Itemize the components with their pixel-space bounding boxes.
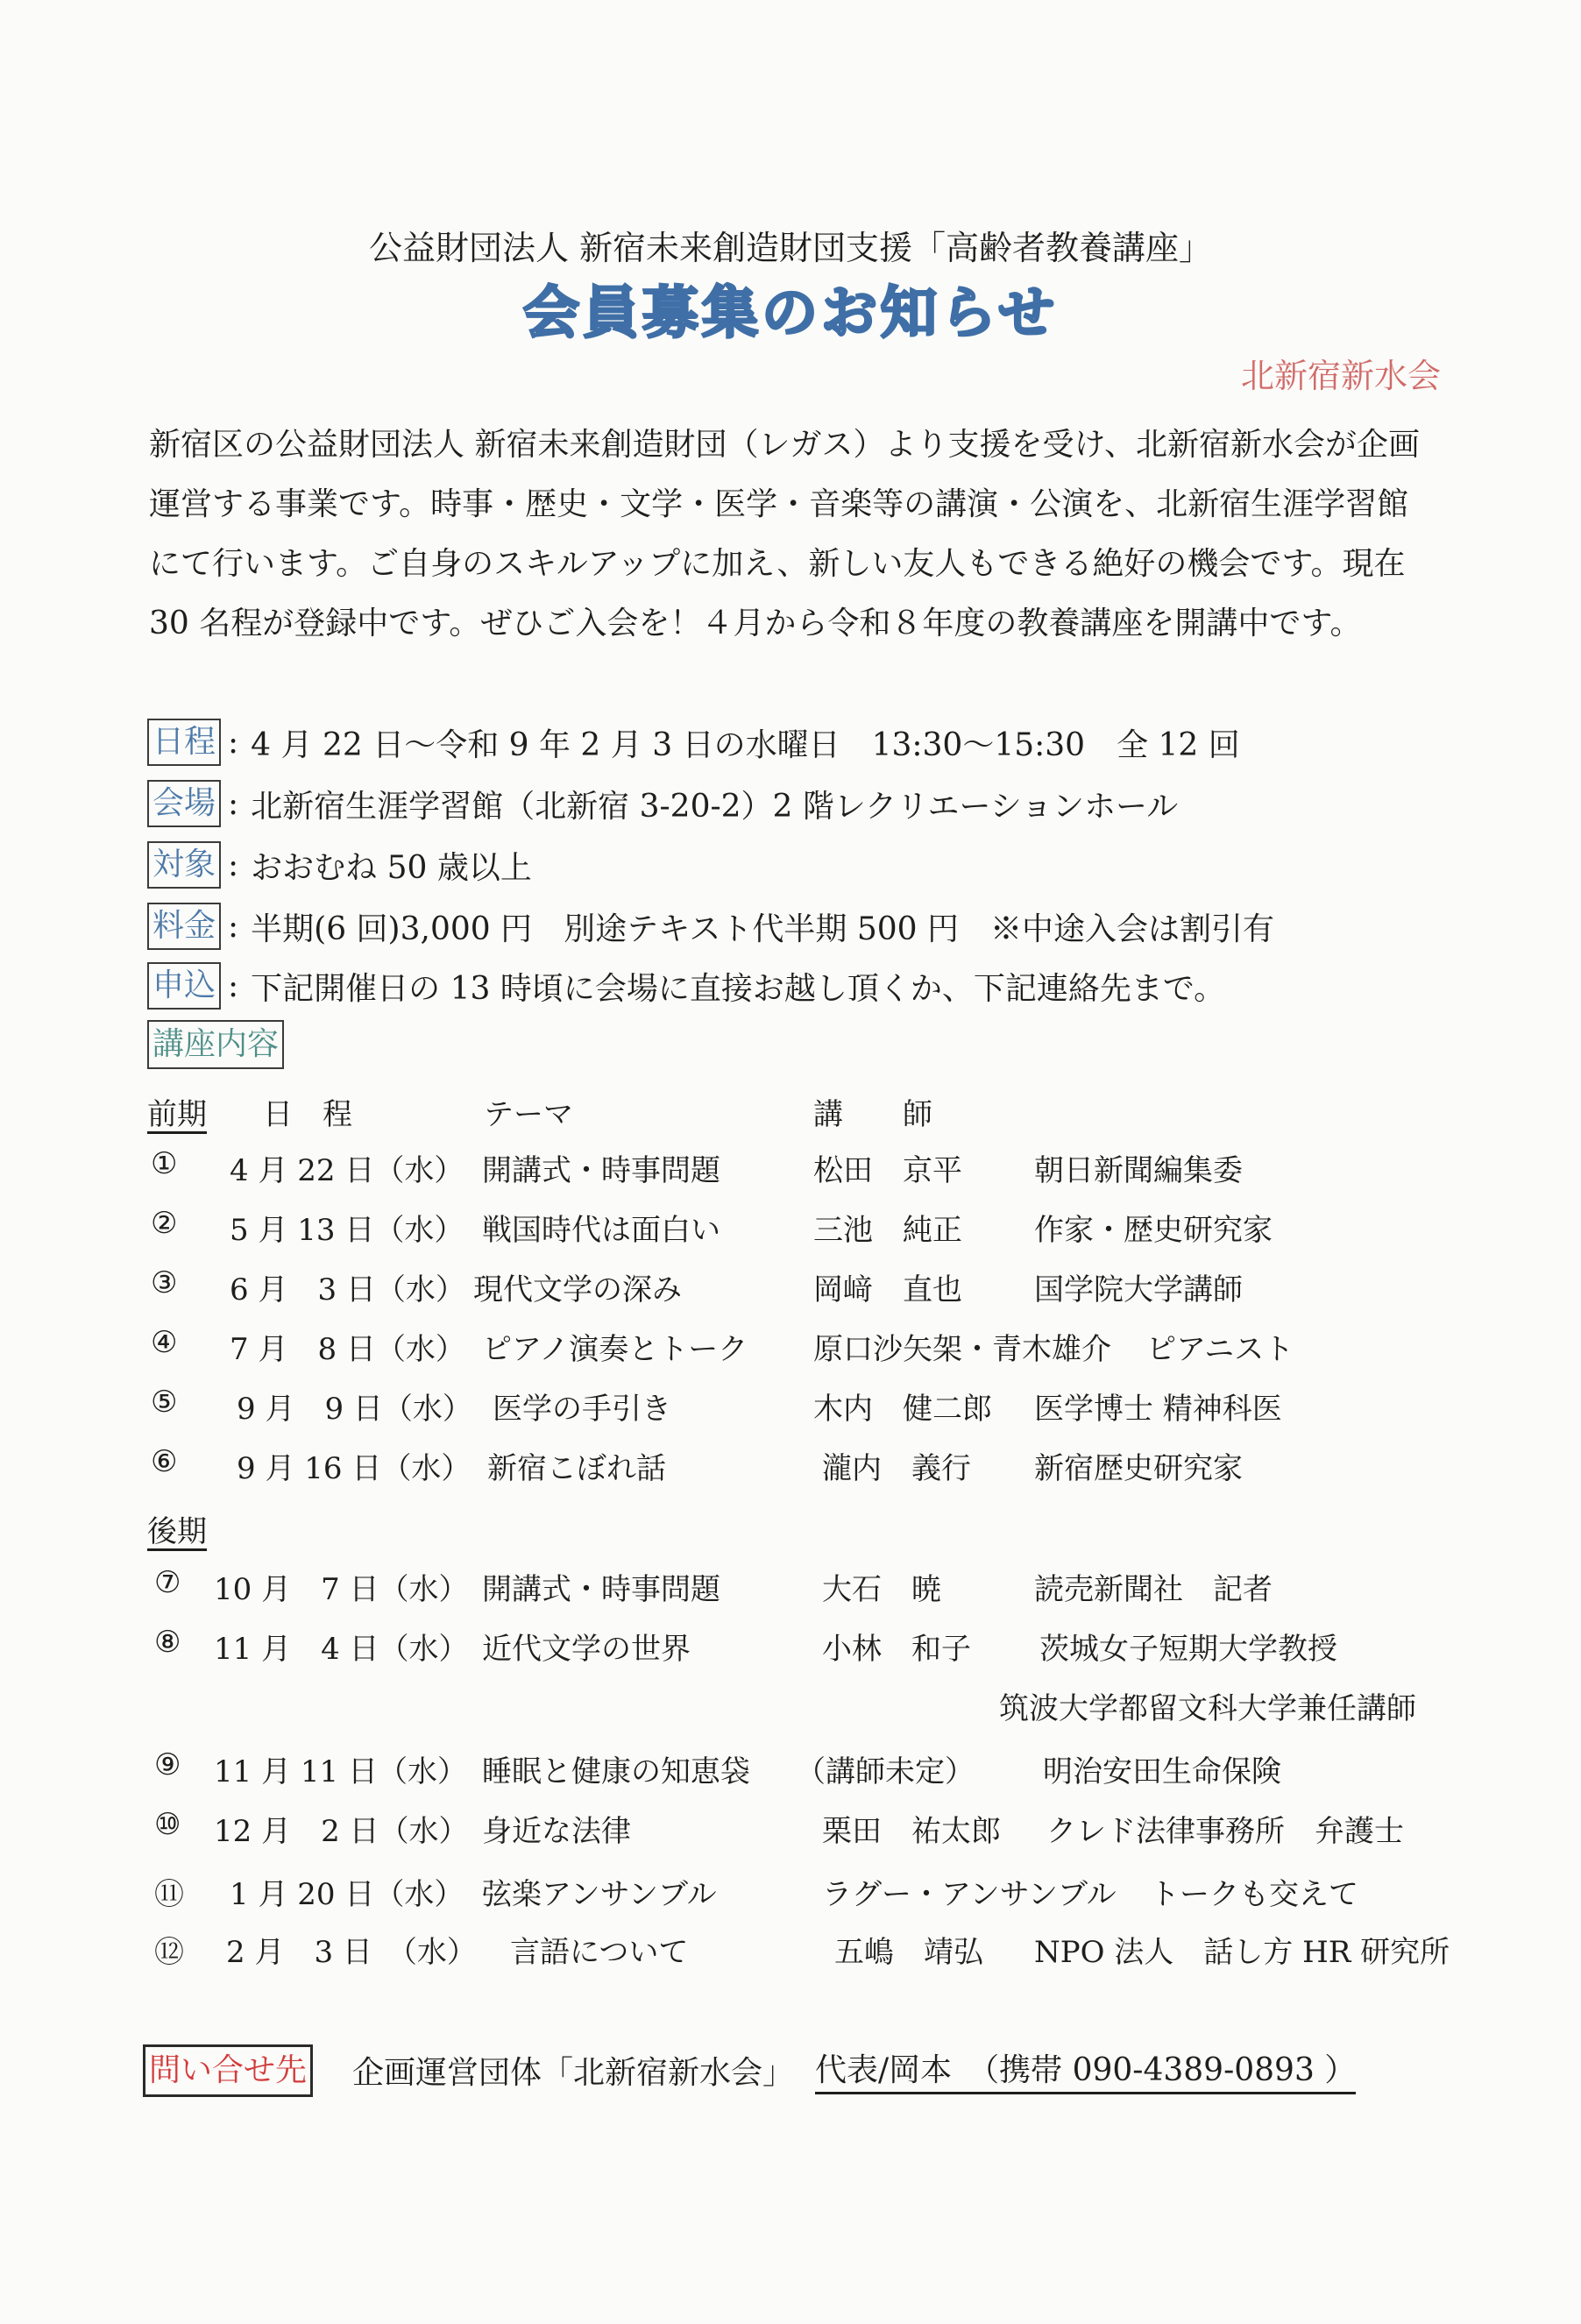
info-label-apply: 申込 bbox=[147, 962, 221, 1010]
course-num: ③ bbox=[151, 1265, 178, 1300]
header-subtitle: 公益財団法人 新宿未来創造財団支援「高齢者教養講座」 bbox=[368, 229, 1213, 267]
course-theme: 戦国時代は面白い bbox=[482, 1213, 720, 1248]
course-affiliation: ピアニスト bbox=[1146, 1332, 1294, 1367]
info-label-venue: 会場 bbox=[147, 780, 221, 827]
info-row-target bbox=[147, 841, 532, 889]
course-lecturer: 栗田 祐太郎 bbox=[822, 1814, 1001, 1849]
course-num: ⑥ bbox=[151, 1444, 178, 1479]
course-lecturer: 松田 京平 bbox=[813, 1153, 962, 1188]
intro-line: 新宿区の公益財団法人 新宿未来創造財団（レガス）より支援を受け、北新宿新水会が企画 bbox=[149, 427, 1421, 463]
info-label-fee: 料金 bbox=[147, 903, 221, 950]
info-text-target: おおむね 50 歳以上 bbox=[251, 849, 532, 886]
course-date: 10 月 7 日（水） bbox=[214, 1572, 469, 1607]
info-row-schedule bbox=[147, 719, 1240, 766]
header-lecturer: 講 師 bbox=[813, 1097, 932, 1132]
intro-line: 運営する事業です。時事・歴史・文学・医学・音楽等の講演・公演を、北新宿生涯学習館 bbox=[149, 486, 1409, 522]
course-num: ⑫ bbox=[154, 1935, 184, 1970]
header-date: 日 程 bbox=[263, 1097, 352, 1132]
course-num: ⑪ bbox=[154, 1877, 184, 1912]
course-affiliation: トークも交えて bbox=[1150, 1877, 1358, 1912]
course-theme: 身近な法律 bbox=[482, 1814, 631, 1849]
course-theme: 開講式・時事問題 bbox=[482, 1572, 720, 1607]
info-colon: : bbox=[228, 908, 239, 945]
course-num: ⑧ bbox=[154, 1625, 181, 1660]
second-term-label: 後期 bbox=[147, 1514, 207, 1549]
course-num: ④ bbox=[151, 1325, 178, 1360]
course-affiliation: 医学博士 精神科医 bbox=[1034, 1392, 1282, 1427]
course-theme: ピアノ演奏とトーク bbox=[482, 1332, 748, 1367]
course-affiliation: NPO 法人 話し方 HR 研究所 bbox=[1034, 1935, 1450, 1970]
course-theme: 言語について bbox=[510, 1935, 689, 1970]
course-date: 9 月 16 日（水） bbox=[237, 1451, 471, 1486]
course-theme: 開講式・時事問題 bbox=[482, 1153, 720, 1188]
intro-paragraph bbox=[149, 415, 1446, 654]
contact-organization: 企画運営団体「北新宿新水会」 bbox=[352, 2055, 795, 2091]
course-affiliation: 作家・歴史研究家 bbox=[1034, 1213, 1273, 1248]
course-num: ⑦ bbox=[154, 1565, 181, 1600]
course-affiliation: クレド法律事務所 弁護士 bbox=[1046, 1814, 1404, 1849]
course-date: 2 月 3 日 （水） bbox=[226, 1935, 477, 1970]
course-theme: 新宿こぼれ話 bbox=[487, 1451, 666, 1486]
intro-line: 30 名程が登録中です。ぜひご入会を！４月から令和８年度の教養講座を開講中です。 bbox=[149, 606, 1362, 641]
course-affiliation: 読売新聞社 記者 bbox=[1034, 1572, 1273, 1607]
course-affiliation: 新宿歴史研究家 bbox=[1034, 1451, 1243, 1486]
first-term-label: 前期 bbox=[147, 1097, 207, 1132]
course-num: ⑨ bbox=[154, 1747, 181, 1782]
course-date: 4 月 22 日（水） bbox=[230, 1153, 464, 1188]
course-num: ② bbox=[151, 1206, 178, 1241]
info-text-venue: 北新宿生涯学習館（北新宿 3-20-2）2 階レクリエーションホール bbox=[251, 788, 1179, 825]
course-lecturer: 瀧内 義行 bbox=[822, 1451, 971, 1486]
course-num: ⑤ bbox=[151, 1385, 178, 1420]
info-row-apply bbox=[147, 962, 1225, 1010]
info-text-schedule: 4 月 22 日～令和 9 年 2 月 3 日の水曜日 13:30～15:30 全 12 回 bbox=[251, 726, 1240, 763]
course-affiliation: 茨城女子短期大学教授 bbox=[1039, 1632, 1337, 1667]
course-date: 9 月 9 日（水） bbox=[237, 1392, 472, 1427]
course-lecturer: 小林 和子 bbox=[822, 1632, 971, 1667]
course-date: 11 月 4 日（水） bbox=[214, 1632, 469, 1667]
course-date: 1 月 20 日（水） bbox=[230, 1877, 464, 1912]
course-lecturer: 岡﨑 直也 bbox=[813, 1272, 962, 1307]
course-theme: 弦楽アンサンブル bbox=[482, 1877, 717, 1912]
intro-line: にて行います。ご自身のスキルアップに加え、新しい友人もできる絶好の機会です。現在 bbox=[149, 546, 1406, 582]
header-theme: テーマ bbox=[484, 1097, 573, 1132]
page-title: 会員募集のお知らせ bbox=[522, 281, 1059, 346]
course-theme: 近代文学の世界 bbox=[482, 1632, 691, 1667]
course-theme: 現代文学の深み bbox=[473, 1272, 682, 1307]
info-text-apply: 下記開催日の 13 時頃に会場に直接お越し頂くか、下記連絡先まで。 bbox=[251, 970, 1226, 1007]
info-colon: : bbox=[228, 967, 239, 1004]
course-affiliation: 明治安田生命保険 bbox=[1043, 1754, 1281, 1789]
course-section-label: 講座内容 bbox=[147, 1020, 284, 1069]
organization-name: 北新宿新水会 bbox=[1240, 357, 1441, 395]
contact-representative: 代表/岡本 （携帯 090-4389-0893 ） bbox=[815, 2045, 1356, 2094]
course-date: 6 月 3 日（水） bbox=[230, 1272, 465, 1307]
course-num: ① bbox=[151, 1146, 178, 1181]
contact-label: 問い合せ先 bbox=[143, 2044, 313, 2097]
info-colon: : bbox=[228, 847, 239, 883]
course-lecturer: （講師未定） bbox=[796, 1754, 975, 1789]
info-text-fee: 半期(6 回)3,000 円 別途テキスト代半期 500 円 ※中途入会は割引有 bbox=[251, 910, 1274, 947]
course-lecturer: 大石 暁 bbox=[822, 1572, 941, 1607]
course-theme: 睡眠と健康の知恵袋 bbox=[482, 1754, 750, 1789]
course-lecturer: 五嶋 靖弘 bbox=[834, 1935, 983, 1970]
info-colon: : bbox=[228, 785, 239, 822]
info-label-schedule: 日程 bbox=[147, 719, 221, 766]
course-lecturer: 原口沙矢架・青木雄介 bbox=[813, 1332, 1111, 1367]
course-date: 5 月 13 日（水） bbox=[230, 1213, 464, 1248]
course-affiliation: 国学院大学講師 bbox=[1034, 1272, 1243, 1307]
course-date: 12 月 2 日（水） bbox=[214, 1814, 469, 1849]
info-colon: : bbox=[228, 724, 239, 761]
course-affiliation: 朝日新聞編集委 bbox=[1034, 1153, 1243, 1188]
course-lecturer: 三池 純正 bbox=[813, 1213, 962, 1248]
course-date: 7 月 8 日（水） bbox=[230, 1332, 465, 1367]
course-affiliation-secondary: 筑波大学都留文科大学兼任講師 bbox=[999, 1691, 1416, 1726]
course-lecturer: 木内 健二郎 bbox=[813, 1392, 992, 1427]
info-label-target: 対象 bbox=[147, 841, 221, 889]
info-row-fee bbox=[147, 903, 1274, 950]
course-date: 11 月 11 日（水） bbox=[214, 1754, 467, 1789]
course-theme: 医学の手引き bbox=[493, 1392, 671, 1427]
course-lecturer: ラグー・アンサンブル bbox=[822, 1877, 1117, 1912]
course-num: ⑩ bbox=[154, 1807, 181, 1842]
info-row-venue bbox=[147, 780, 1178, 827]
